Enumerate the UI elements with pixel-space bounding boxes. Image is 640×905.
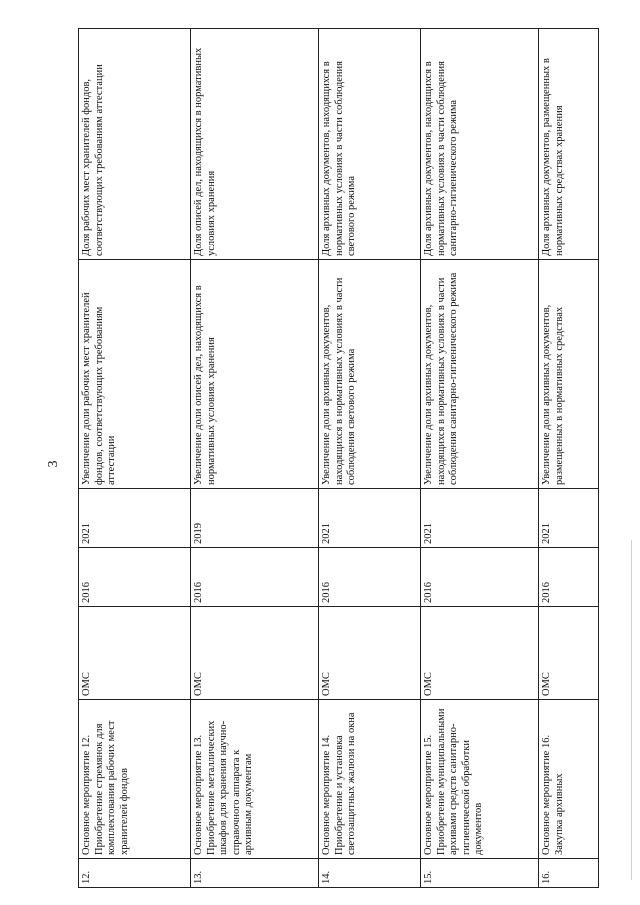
- table-row: [79, 29, 191, 888]
- start-year: 2016: [191, 548, 319, 607]
- end-year: 2021: [79, 489, 191, 548]
- row-number: 15.: [421, 859, 539, 888]
- start-year: 2016: [539, 548, 599, 607]
- executor: ОМС: [319, 607, 421, 700]
- row-number: 14.: [319, 859, 421, 888]
- indicator: Доля архивных документов, размещенных в нормативных средствах хранения: [539, 29, 599, 260]
- start-year: 2016: [319, 548, 421, 607]
- executor: ОМС: [539, 607, 599, 700]
- measure-name: Основное мероприятие 12. Приобретение стремянок для комплектования рабочих мест хранителей фондов: [79, 700, 191, 859]
- indicator: Доля архивных документов, находящихся в нормативных условиях в части соблюдения санитарно-гигиенического режима: [421, 29, 539, 260]
- measure-name: Основное мероприятие 16. Закупка архивных: [539, 700, 599, 859]
- executor: ОМС: [421, 607, 539, 700]
- end-year: 2021: [421, 489, 539, 548]
- page-number: 3: [46, 460, 61, 468]
- indicator: Доля описей дел, находящихся в нормативных условиях хранения: [191, 29, 319, 260]
- executor: ОМС: [79, 607, 191, 700]
- expected-result: Увеличение доли описей дел, находящихся в нормативных условиях хранения: [191, 260, 319, 489]
- table-row: [421, 29, 539, 888]
- expected-result: Увеличение доли архивных документов, находящихся в нормативных условиях в части соблюдения санитарно-гигиенического режима: [421, 260, 539, 489]
- measure-name: Основное мероприятие 14. Приобретение и установка светозащитных жалюзи на окна: [319, 700, 421, 859]
- scan-edge-line: [631, 540, 632, 880]
- start-year: 2016: [421, 548, 539, 607]
- measures-table: [78, 28, 599, 888]
- indicator: Доля рабочих мест хранителей фондов, соответствующих требованиям аттестации: [79, 29, 191, 260]
- end-year: 2021: [539, 489, 599, 548]
- row-number: 16.: [539, 859, 599, 888]
- expected-result: Увеличение доли архивных документов, находящихся в нормативных условиях в части соблюдения светового режима: [319, 260, 421, 489]
- row-number: 12.: [79, 859, 191, 888]
- measure-name: Основное мероприятие 13. Приобретение металлических шкафов для хранения научно-справочного аппарата к архивным документам: [191, 700, 319, 859]
- rotated-table-wrapper: [78, 47, 598, 888]
- table-row: [319, 29, 421, 888]
- executor: ОМС: [191, 607, 319, 700]
- row-number: 13.: [191, 859, 319, 888]
- table-row: [191, 29, 319, 888]
- expected-result: Увеличение доли архивных документов, размещенных в нормативных средствах: [539, 260, 599, 489]
- measure-name: Основное мероприятие 15. Приобретение муниципальными архивами средств санитарно-гигиенической обработки документов: [421, 700, 539, 859]
- start-year: 2016: [79, 548, 191, 607]
- expected-result: Увеличение доли рабочих мест хранителей фондов, соответствующих требованиям аттестации: [79, 260, 191, 489]
- indicator: Доля архивных документов, находящихся в нормативных условиях в части соблюдения светового режима: [319, 29, 421, 260]
- end-year: 2019: [191, 489, 319, 548]
- end-year: 2021: [319, 489, 421, 548]
- table-row: [539, 29, 599, 888]
